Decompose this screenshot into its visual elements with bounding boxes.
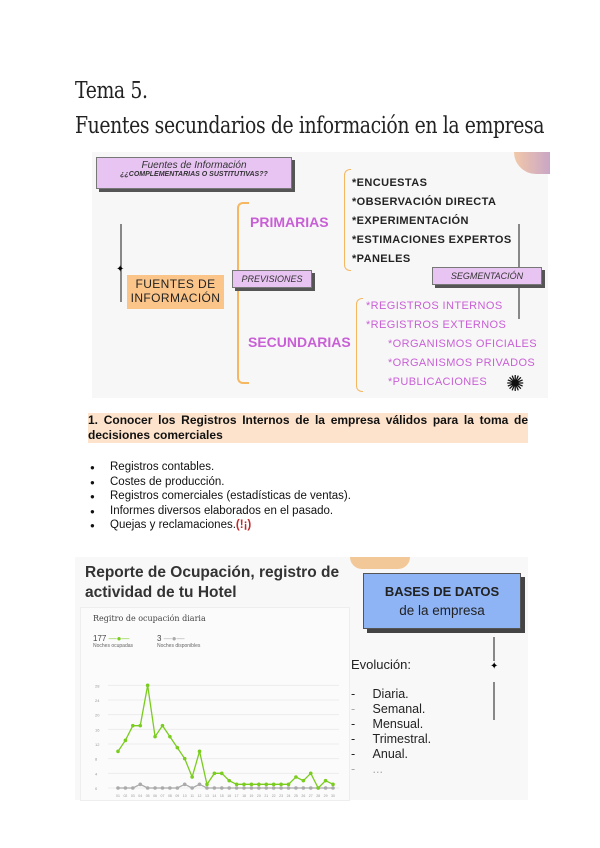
y-tick-label: 16: [95, 727, 100, 733]
x-tick-label: 27: [308, 794, 313, 798]
bases-box: [363, 573, 521, 629]
divider: [493, 682, 495, 720]
heading-subtitle: Fuentes secundarios de información en la empresa: [75, 113, 545, 139]
evolution-item: - Diaria.: [351, 687, 409, 701]
x-tick-label: 03: [130, 794, 135, 798]
evolution-item: - Mensual.: [351, 717, 424, 731]
y-tick-label: 24: [95, 698, 100, 703]
data-point: [213, 772, 217, 776]
x-tick-label: 28: [316, 794, 321, 798]
data-point: [131, 724, 135, 728]
data-point: [146, 684, 150, 688]
y-tick-label: 20: [95, 712, 100, 718]
divider: [493, 637, 495, 661]
x-tick-label: 04: [138, 794, 143, 798]
bullet-item: ● Registros contables.: [90, 461, 351, 476]
data-point: [227, 779, 231, 783]
series-line: [118, 784, 333, 788]
data-point: [264, 783, 268, 787]
primary-item: *OBSERVACIÓN DIRECTA: [352, 196, 497, 208]
data-point: [198, 750, 202, 754]
legend-label: Noches disponibles: [157, 643, 201, 649]
bases-subtitle: de la empresa: [399, 603, 485, 618]
x-tick-label: 16: [227, 794, 232, 798]
data-point: [198, 783, 202, 787]
x-tick-label: 10: [182, 794, 187, 798]
data-point: [153, 786, 157, 790]
report-title-line: Reporte de Ocupación, registro de: [85, 564, 340, 581]
x-tick-label: 13: [205, 794, 209, 798]
legend-label: Noches ocupadas: [93, 643, 134, 649]
data-point: [242, 786, 246, 790]
x-tick-label: 30: [331, 794, 335, 798]
section-1-title: 1. Conocer los Registros Internos de la empresa válidos para la toma de decisiones comerciales: [88, 413, 528, 442]
data-point: [190, 786, 194, 790]
y-tick-label: 8: [95, 756, 98, 762]
y-tick-label: 28: [95, 683, 100, 689]
data-point: [279, 786, 283, 790]
x-tick-label: 02: [123, 794, 128, 798]
data-point: [257, 786, 261, 790]
data-point: [309, 772, 313, 776]
data-point: [161, 724, 165, 728]
data-point: [294, 775, 298, 779]
evolution-text: Anual.: [372, 747, 408, 761]
secondary-item: *ORGANISMOS PRIVADOS: [388, 357, 536, 369]
legend-value: 177: [93, 634, 107, 643]
primary-item: *PANELES: [352, 253, 411, 265]
sources-diagram: [92, 152, 548, 398]
data-point: [176, 746, 180, 750]
data-point: [264, 786, 268, 790]
divider: [120, 224, 122, 302]
primary-item: *ESTIMACIONES EXPERTOS: [352, 234, 512, 246]
y-tick-label: 4: [95, 771, 98, 777]
x-tick-label: 22: [271, 794, 276, 798]
primary-list: [352, 177, 512, 272]
x-tick-label: 19: [249, 794, 254, 798]
secundarias-label: SECUNDARIAS: [248, 334, 351, 350]
bullet-item: ● Costes de producción.: [90, 476, 351, 491]
data-point: [331, 783, 335, 787]
primary-brace: [344, 169, 351, 271]
evolution-text: Diaria.: [372, 687, 409, 701]
data-point: [272, 783, 276, 787]
x-tick-label: 18: [242, 794, 246, 798]
legend-disponibles: 3 —●— Noches disponibles: [157, 634, 201, 649]
segmentacion-box: SEGMENTACIÓN: [432, 267, 542, 285]
legend-value: 3: [157, 634, 162, 643]
data-point: [272, 786, 276, 790]
evolution-label: Evolución:: [351, 657, 411, 672]
evolution-item: - ...: [351, 762, 383, 776]
occupancy-chart: [81, 608, 349, 800]
data-point: [116, 750, 120, 754]
bullet-item: [90, 519, 351, 534]
top-box: [96, 157, 292, 189]
section-1: [88, 413, 528, 443]
x-tick-label: 21: [264, 794, 269, 798]
secondary-brace: [356, 298, 363, 392]
x-tick-label: 17: [234, 794, 239, 798]
data-point: [116, 786, 120, 790]
data-point: [287, 786, 291, 790]
x-tick-label: 20: [256, 794, 261, 798]
report-title-line: actividad de tu Hotel: [85, 584, 237, 601]
previsiones-box: PREVISIONES: [232, 270, 312, 288]
bullet-text: Quejas y reclamaciones.: [110, 519, 236, 531]
evolution-item: - Anual.: [351, 747, 408, 761]
evolution-item: - Trimestral.: [351, 732, 432, 746]
report-image: [75, 557, 528, 800]
data-point: [316, 786, 320, 790]
data-point: [257, 783, 261, 787]
data-point: [294, 786, 298, 790]
evolution-text: Mensual.: [372, 717, 424, 731]
data-point: [138, 783, 142, 787]
data-point: [279, 783, 283, 787]
primarias-label: PRIMARIAS: [250, 214, 329, 230]
data-point: [331, 786, 335, 790]
decorative-shape: [514, 152, 550, 174]
x-tick-label: 09: [175, 794, 180, 798]
data-point: [242, 783, 246, 787]
secondary-item: *REGISTROS EXTERNOS: [366, 319, 507, 331]
data-point: [250, 783, 254, 787]
data-point: [176, 786, 180, 790]
evolution-text: Semanal.: [372, 702, 426, 716]
secondary-item: *REGISTROS INTERNOS: [366, 300, 503, 312]
x-tick-label: 06: [153, 794, 158, 798]
chart-title: Regitro de ocupación diaria: [93, 614, 206, 623]
secondary-item: *PUBLICACIONES: [388, 376, 488, 388]
evolution-item: - Semanal.: [351, 702, 426, 716]
evolution-list: [351, 687, 431, 777]
x-tick-label: 01: [116, 794, 120, 798]
data-point: [161, 786, 165, 790]
asterisk-icon: ✺: [506, 371, 525, 396]
evolution-text: Trimestral.: [372, 732, 432, 746]
data-point: [205, 783, 209, 787]
data-point: [227, 786, 231, 790]
bullet-list: [90, 461, 351, 534]
secondary-item: *ORGANISMOS OFICIALES: [388, 338, 537, 350]
data-point: [220, 786, 224, 790]
emphasis-mark: (!¡): [235, 519, 252, 531]
evolution-text: ...: [372, 762, 383, 776]
data-point: [153, 735, 157, 739]
x-tick-label: 15: [219, 794, 224, 798]
y-tick-label: 12: [95, 742, 100, 747]
x-tick-label: 24: [286, 794, 291, 798]
data-point: [302, 779, 306, 783]
data-point: [131, 786, 135, 790]
data-point: [205, 786, 209, 790]
data-point: [235, 786, 239, 790]
y-tick-label: 0: [95, 786, 98, 791]
data-point: [220, 772, 224, 776]
data-point: [190, 775, 194, 779]
top-box-subtitle: ¿¿COMPLEMENTARIAS O SUSTITUTIVAS??: [120, 171, 268, 178]
primary-item: *EXPERIMENTACIÓN: [352, 215, 469, 227]
top-box-title: Fuentes de Información: [141, 160, 247, 171]
chart-card: [80, 607, 350, 801]
x-tick-label: 25: [293, 794, 298, 798]
bullet-item: ● Informes diversos elaborados en el pasado.: [90, 505, 351, 520]
data-point: [324, 779, 328, 783]
data-point: [302, 786, 306, 790]
data-point: [183, 783, 187, 787]
bullet-item: ● Registros comerciales (estadísticas de ventas).: [90, 490, 351, 505]
brace: [237, 202, 249, 384]
data-point: [168, 735, 172, 739]
x-tick-label: 23: [279, 794, 284, 798]
report-title: [85, 563, 339, 603]
decorative-shape: [350, 557, 410, 569]
data-point: [309, 786, 313, 790]
data-point: [250, 786, 254, 790]
x-tick-label: 07: [160, 794, 165, 798]
data-point: [287, 783, 291, 787]
data-point: [124, 786, 128, 790]
data-point: [146, 786, 150, 790]
series-line: [118, 685, 333, 788]
center-box: FUENTES DE INFORMACIÓN: [127, 275, 224, 309]
x-tick-label: 08: [167, 794, 172, 798]
x-tick-label: 11: [190, 794, 194, 798]
data-point: [168, 786, 172, 790]
star-icon: ✦: [116, 264, 125, 275]
x-tick-label: 05: [145, 794, 150, 798]
x-tick-label: 29: [323, 794, 328, 798]
x-tick-label: 14: [212, 794, 217, 798]
star-icon: ✦: [490, 661, 499, 672]
data-point: [324, 786, 328, 790]
x-tick-label: 26: [301, 794, 306, 798]
data-point: [124, 739, 128, 743]
data-point: [235, 783, 239, 787]
data-point: [213, 786, 217, 790]
primary-item: *ENCUESTAS: [352, 177, 428, 189]
data-point: [183, 757, 187, 761]
legend-ocupadas: 177 —●— Noches ocupadas: [93, 634, 134, 649]
data-point: [138, 724, 142, 728]
x-tick-label: 12: [197, 794, 202, 798]
heading-title: Tema 5.: [75, 78, 148, 104]
bases-title: BASES DE DATOS: [384, 584, 500, 599]
